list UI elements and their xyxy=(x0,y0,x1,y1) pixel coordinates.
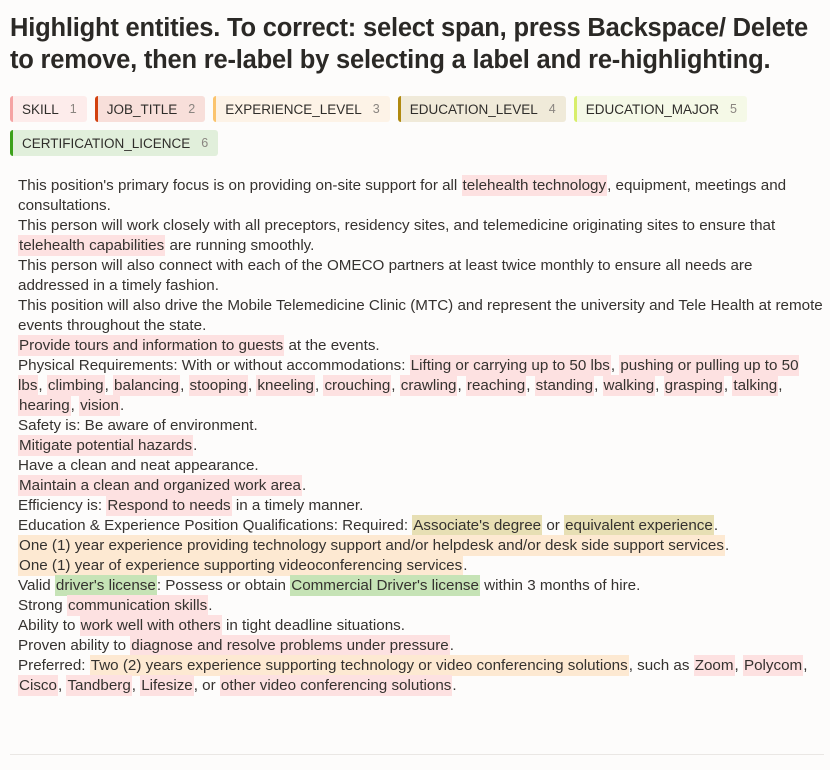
text-line xyxy=(18,496,824,516)
text-line xyxy=(18,456,824,476)
label-hotkey: 6 xyxy=(201,136,209,150)
entity-span-skill[interactable]: reaching xyxy=(466,377,526,394)
plain-text: , xyxy=(610,357,620,374)
plain-text: within 3 months of hire. xyxy=(479,577,641,594)
plain-text: . xyxy=(302,477,307,494)
label-name: SKILL xyxy=(22,101,59,117)
entity-span-exp[interactable]: One (1) year experience providing technology support and/or helpdesk and/or desk side support services xyxy=(19,537,724,554)
entity-span-skill[interactable]: Polycom xyxy=(743,657,803,674)
entity-span-skill[interactable]: Lifesize xyxy=(141,677,193,694)
plain-text: , xyxy=(247,377,257,394)
label-chip-certification-licence[interactable] xyxy=(10,130,218,156)
instructions-heading: Highlight entities. To correct: select span, press Backspace/ Delete to remove, then re-label by selecting a label and re-highlighting. xyxy=(10,14,808,74)
plain-text: This person will work closely with all preceptors, residency sites, and telemedicine originating sites to ensure that xyxy=(18,217,776,234)
plain-text: , such as xyxy=(628,657,694,674)
entity-span-skill[interactable]: climbing xyxy=(47,377,104,394)
plain-text: , xyxy=(180,377,189,394)
plain-text: , xyxy=(70,397,80,414)
plain-text: Education & Experience Position Qualifications: Required: xyxy=(18,517,413,534)
label-name: JOB_TITLE xyxy=(106,101,178,117)
text-line xyxy=(18,416,824,436)
plain-text: , xyxy=(526,377,535,394)
plain-text: Efficiency is: xyxy=(18,497,107,514)
label-name: CERTIFICATION_LICENCE xyxy=(22,135,191,151)
divider xyxy=(10,754,824,755)
entity-span-skill[interactable]: Mitigate potential hazards xyxy=(19,437,193,454)
entity-span-skill[interactable]: Lifting or carrying up to 50 lbs xyxy=(410,357,610,374)
plain-text: . xyxy=(713,517,719,534)
entity-span-skill[interactable]: crawling xyxy=(400,377,457,394)
text-line xyxy=(18,656,824,696)
plain-text: Valid xyxy=(18,577,55,594)
entity-span-skill[interactable]: Respond to needs xyxy=(107,497,231,514)
plain-text: Have a clean and neat appearance. xyxy=(18,457,259,474)
entity-span-skill[interactable]: hearing xyxy=(19,397,70,414)
plain-text: This position will also drive the Mobile Telemedicine Clinic (MTC) and represent the university and Tele Health at remote events throughout the state. xyxy=(18,297,823,334)
label-hotkey: 4 xyxy=(548,102,556,116)
entity-span-skill[interactable]: other video conferencing solutions xyxy=(220,677,452,694)
plain-text: , xyxy=(57,677,67,694)
text-line xyxy=(18,556,824,576)
entity-span-skill[interactable]: standing xyxy=(535,377,594,394)
plain-text: Ability to xyxy=(18,617,80,634)
plain-text: . xyxy=(208,597,213,614)
text-line xyxy=(18,616,824,636)
label-chip-experience-level[interactable] xyxy=(213,96,390,122)
text-line xyxy=(18,476,824,496)
entity-span-exp[interactable]: One (1) year of experience supporting videoconferencing services xyxy=(19,557,463,574)
label-name: EXPERIENCE_LEVEL xyxy=(225,101,362,117)
plain-text: in a timely manner. xyxy=(231,497,364,514)
entity-span-skill[interactable]: talking xyxy=(733,377,778,394)
entity-span-skill[interactable]: Provide tours and information to guests xyxy=(19,337,284,354)
plain-text: , xyxy=(457,377,466,394)
plain-text: , xyxy=(734,657,743,674)
plain-text: are running smoothly. xyxy=(165,237,315,254)
text-line xyxy=(18,296,824,336)
text-line xyxy=(18,176,824,216)
plain-text: Safety is: Be aware of environment. xyxy=(18,417,258,434)
plain-text: , xyxy=(104,377,114,394)
entity-span-skill[interactable]: walking xyxy=(603,377,655,394)
label-hotkey: 1 xyxy=(69,102,77,116)
entity-span-skill[interactable]: balancing xyxy=(114,377,180,394)
entity-span-skill[interactable]: telehealth technology xyxy=(462,177,607,194)
entity-span-skill[interactable]: vision xyxy=(80,397,119,414)
text-line xyxy=(18,516,824,536)
label-chip-job-title[interactable] xyxy=(95,96,205,122)
text-line xyxy=(18,336,824,356)
entity-span-skill[interactable]: Tandberg xyxy=(67,677,131,694)
label-selector xyxy=(0,76,800,156)
entity-span-skill[interactable]: crouching xyxy=(324,377,391,394)
plain-text: or xyxy=(542,517,565,534)
label-chip-education-major[interactable] xyxy=(574,96,747,122)
entity-span-skill[interactable]: Maintain a clean and organized work area xyxy=(19,477,301,494)
text-line xyxy=(18,636,824,656)
plain-text: Proven ability to xyxy=(18,637,131,654)
entity-span-skill[interactable]: Cisco xyxy=(19,677,57,694)
text-line xyxy=(18,536,824,556)
plain-text: , xyxy=(38,377,47,394)
plain-text: , xyxy=(655,377,664,394)
entity-span-skill[interactable]: diagnose and resolve problems under pressure xyxy=(131,637,449,654)
plain-text: , xyxy=(594,377,603,394)
label-hotkey: 5 xyxy=(730,102,737,116)
entity-span-skill[interactable]: grasping xyxy=(664,377,723,394)
plain-text: . xyxy=(463,557,468,574)
plain-text: Physical Requirements: With or without accommodations: xyxy=(18,357,410,374)
entity-span-skill[interactable]: stooping xyxy=(189,377,247,394)
plain-text: . xyxy=(193,437,198,454)
label-name: EDUCATION_LEVEL xyxy=(409,101,538,117)
plain-text: , equipment, meetings and consultations. xyxy=(18,177,787,214)
text-line xyxy=(18,256,824,296)
annotation-text[interactable] xyxy=(0,156,830,696)
entity-span-skill[interactable]: work well with others xyxy=(80,617,221,634)
label-hotkey: 3 xyxy=(372,102,380,116)
entity-span-skill[interactable]: Zoom xyxy=(694,657,734,674)
text-line xyxy=(18,436,824,456)
plain-text: Strong xyxy=(18,597,67,614)
text-line xyxy=(18,356,824,416)
label-chip-skill[interactable] xyxy=(10,96,87,122)
entity-span-skill[interactable]: pushing or pulling up to 50 lbs xyxy=(18,357,799,394)
plain-text: , or xyxy=(193,677,220,694)
label-hotkey: 2 xyxy=(188,102,196,116)
label-name: EDUCATION_MAJOR xyxy=(585,101,719,117)
plain-text: in tight deadline situations. xyxy=(221,617,405,634)
entity-span-cert[interactable]: Commercial Driver's license xyxy=(291,577,479,594)
entity-span-cert[interactable]: driver's license xyxy=(55,577,156,594)
text-line xyxy=(18,596,824,616)
plain-text: , xyxy=(391,377,400,394)
plain-text: , xyxy=(131,677,141,694)
plain-text: at the events. xyxy=(284,337,380,354)
plain-text: This person will also connect with each of the OMECO partners at least twice monthly to ensure all needs are addressed in a timely fashion. xyxy=(18,257,753,294)
entity-span-skill[interactable]: kneeling xyxy=(257,377,314,394)
entity-span-skill[interactable]: communication skills xyxy=(67,597,208,614)
entity-span-exp[interactable]: Two (2) years experience supporting technology or video conferencing solutions xyxy=(90,657,628,674)
plain-text: Preferred: xyxy=(18,657,90,674)
entity-span-edu[interactable]: Associate's degree xyxy=(413,517,542,534)
plain-text: : Possess or obtain xyxy=(156,577,291,594)
text-line xyxy=(18,576,824,596)
plain-text: . xyxy=(452,677,457,694)
text-line xyxy=(18,216,824,256)
plain-text: This position's primary focus is on providing on-site support for all xyxy=(18,177,462,194)
plain-text: , xyxy=(803,657,808,674)
plain-text: . xyxy=(449,637,454,654)
label-chip-education-level[interactable] xyxy=(398,96,566,122)
plain-text: , xyxy=(314,377,324,394)
entity-span-edu[interactable]: equivalent experience xyxy=(565,517,713,534)
plain-text: . xyxy=(119,397,125,414)
entity-span-skill[interactable]: telehealth capabilities xyxy=(19,237,165,254)
plain-text: . xyxy=(724,537,730,554)
plain-text: , xyxy=(778,377,783,394)
plain-text: , xyxy=(723,377,733,394)
